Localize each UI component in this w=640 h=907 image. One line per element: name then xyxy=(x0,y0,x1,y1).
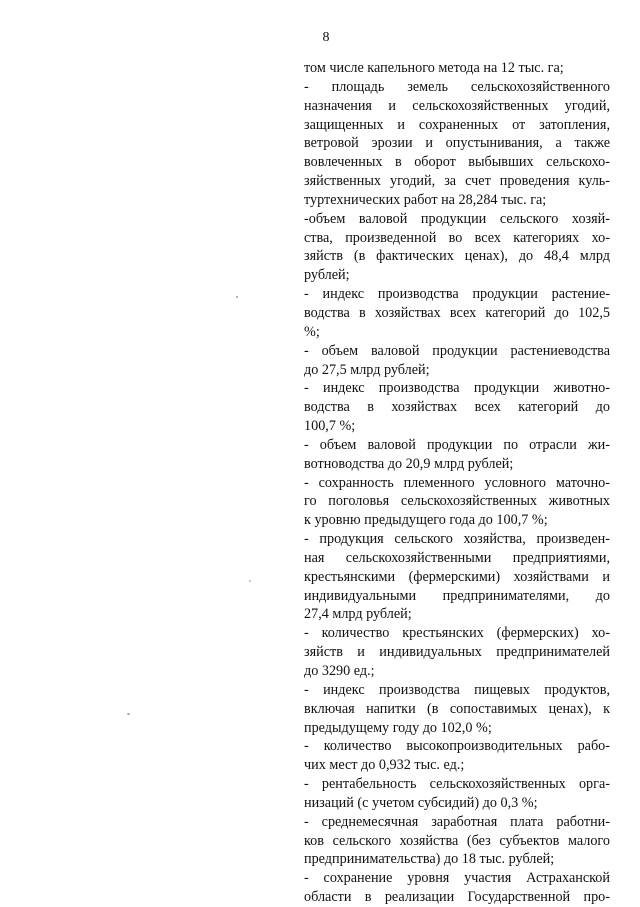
text-line: вовлеченных в оборот выбывших сельскохо- xyxy=(304,154,610,171)
text-line: водства в хозяйствах всех категорий до 102,5 xyxy=(304,304,610,321)
text-line: водства в хозяйствах всех категорий до xyxy=(304,399,610,416)
text-line: предыдущему году до 102,0 %; xyxy=(304,719,492,736)
scan-speck xyxy=(236,296,238,298)
text-line: том числе капельного метода на 12 тыс. га; xyxy=(304,60,564,76)
text-line: к уровню предыдущего года до 100,7 %; xyxy=(304,512,548,529)
text-line: - среднемесячная заработная плата работни- xyxy=(304,813,610,830)
text-line: -объем валовой продукции сельского хозяй- xyxy=(304,210,610,227)
text-line: - количество крестьянских (фермерских) хо- xyxy=(304,625,610,642)
text-line: - индекс производства продукции животно- xyxy=(304,380,610,397)
text-line: чих мест до 0,932 тыс. ед.; xyxy=(304,757,465,774)
text-line: - объем валовой продукции растениеводства xyxy=(304,342,610,359)
text-line: зяйств и индивидуальных предпринимателей xyxy=(304,644,610,661)
text-line: 100,7 %; xyxy=(304,418,356,435)
text-line: вотноводства до 20,9 млрд рублей; xyxy=(304,455,514,472)
text-line: ная сельскохозяйственными предприятиями, xyxy=(304,549,610,566)
scan-speck xyxy=(127,713,130,715)
text-line: - площадь земель сельскохозяйственного xyxy=(304,78,610,95)
text-line: - объем валовой продукции по отрасли жи- xyxy=(304,436,610,453)
text-line: - индекс производства пищевых продуктов, xyxy=(304,681,610,698)
text-line: назначения и сельскохозяйственных угодий, xyxy=(304,97,610,114)
text-line: - сохранность племенного условного маточно- xyxy=(304,474,610,491)
text-line: области в реализации Государственной про- xyxy=(304,889,610,906)
text-line: рублей; xyxy=(304,267,350,284)
text-line: низаций (с учетом субсидий) до 0,3 %; xyxy=(304,794,538,811)
text-line: го поголовья сельскохозяйственных животных xyxy=(304,493,610,510)
text-line: крестьянскими (фермерскими) хозяйствами и xyxy=(304,568,610,585)
text-line: защищенных и сохраненных от затопления, xyxy=(304,116,610,133)
scan-speck xyxy=(249,580,251,582)
text-line: - количество высокопроизводительных рабо- xyxy=(304,738,610,755)
text-line: туртехнических работ на 28,284 тыс. га; xyxy=(304,191,547,208)
text-line: ства, произведенной во всех категориях хо- xyxy=(304,229,610,246)
text-line: - продукция сельского хозяйства, произведен- xyxy=(304,531,610,548)
text-line: индивидуальными предпринимателями, до xyxy=(304,587,610,604)
text-line: - сохранение уровня участия Астраханской xyxy=(304,870,610,887)
text-line: - рентабельность сельскохозяйственных орга- xyxy=(304,776,610,793)
text-line: %; xyxy=(304,323,320,340)
text-line: предпринимательства) до 18 тыс. рублей; xyxy=(304,851,555,868)
page-number: 8 xyxy=(322,30,330,45)
text-line: зяйственных угодий, за счет проведения куль- xyxy=(304,173,610,190)
text-line: включая напитки (в сопоставимых ценах), к xyxy=(304,700,610,717)
text-line: ветровой эрозии и опустынивания, а также xyxy=(304,135,610,152)
text-line: ков сельского хозяйства (без субъектов малого xyxy=(304,832,610,849)
text-line: до 3290 ед.; xyxy=(304,663,375,679)
text-line: - индекс производства продукции растение- xyxy=(304,286,610,303)
text-line: до 27,5 млрд рублей; xyxy=(304,361,430,378)
body-text xyxy=(304,59,610,907)
text-line: зяйств (в фактических ценах), до 48,4 млрд xyxy=(304,248,610,265)
text-line: 27,4 млрд рублей; xyxy=(304,606,412,623)
